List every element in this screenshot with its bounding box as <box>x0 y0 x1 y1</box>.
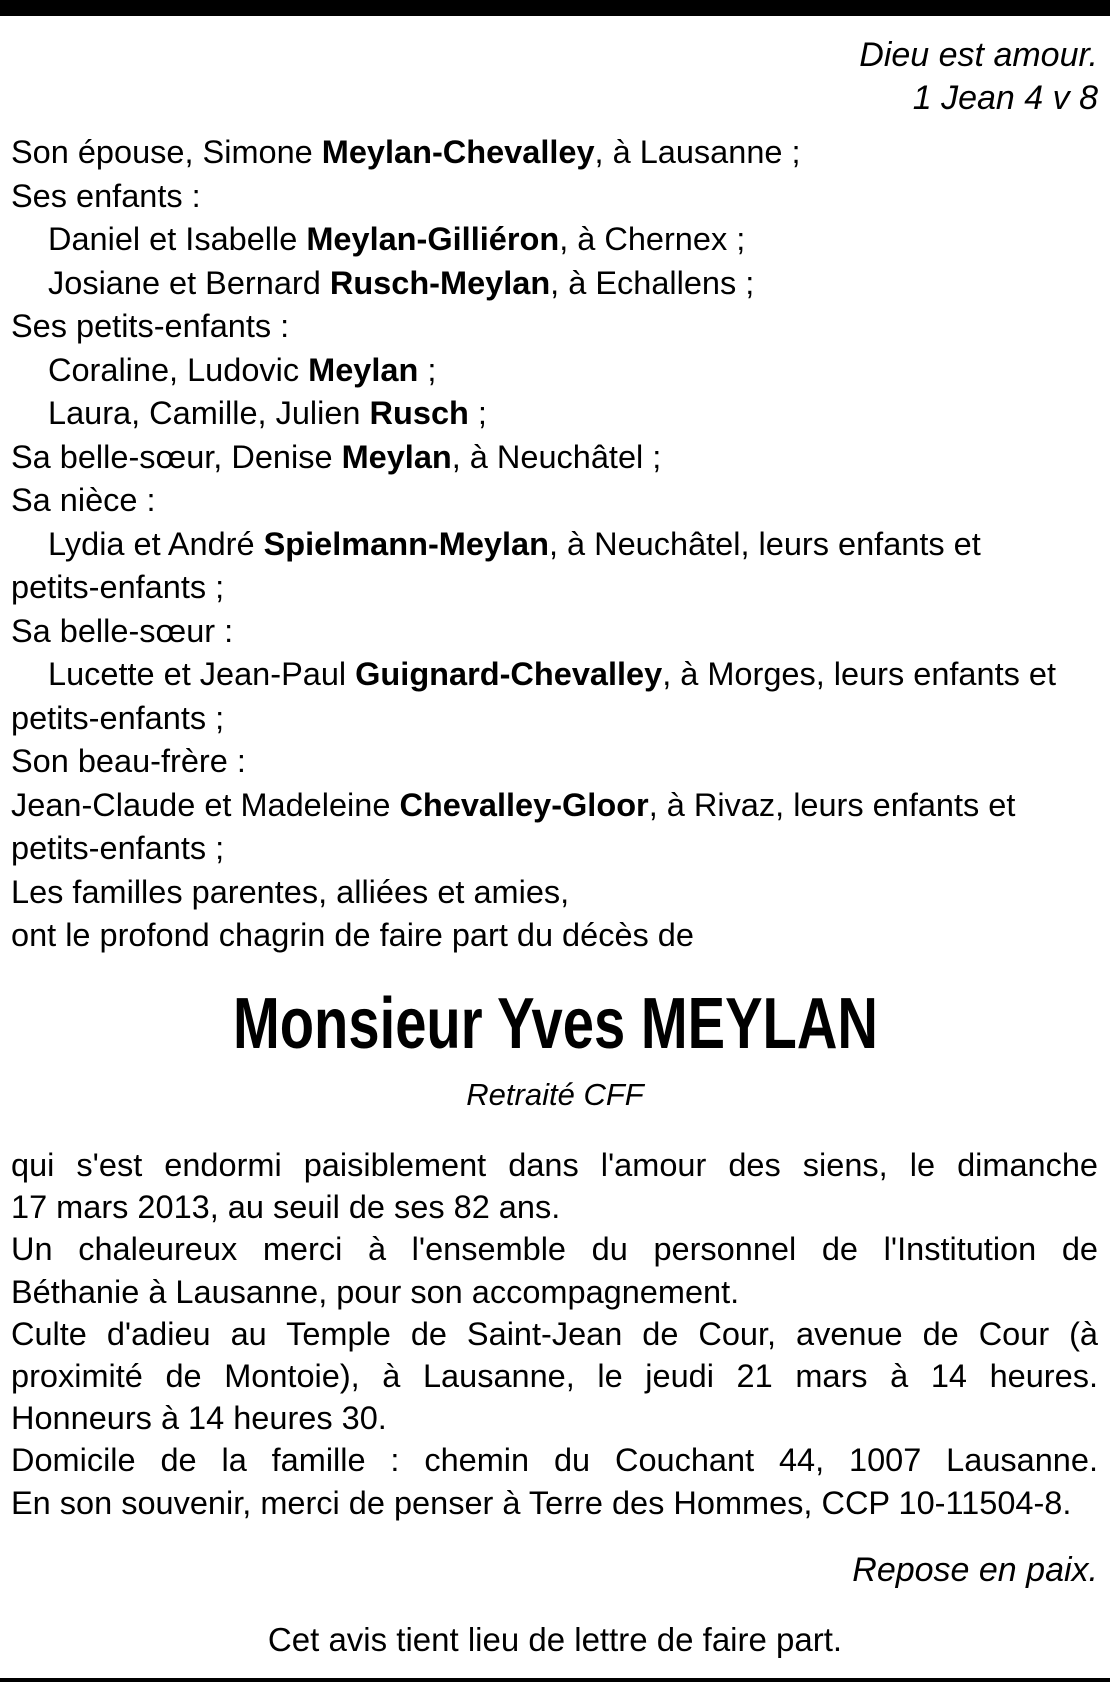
location-text: , à Neuchâtel ; <box>451 438 662 475</box>
child-line <box>11 262 1101 306</box>
message-line: Culte d'adieu au Temple de Saint-Jean de Cour, avenue de Cour (à <box>11 1315 1098 1352</box>
sister-in-law-line <box>11 436 1101 480</box>
extended-families-line: Les familles parentes, alliées et amies, <box>11 873 570 910</box>
message-line: 17 mars 2013, au seuil de ses 82 ans. <box>11 1189 561 1226</box>
family-surname: Meylan-Chevalley <box>321 134 595 170</box>
family-surname: Rusch <box>369 395 469 431</box>
notice-footnote: Cet avis tient lieu de lettre de faire part. <box>267 1621 843 1658</box>
relation-text: Son épouse, Simone <box>11 134 322 170</box>
niece-line-continued: petits-enfants ; <box>11 569 225 605</box>
family-surname: Meylan <box>308 351 419 388</box>
family-list <box>11 131 1101 958</box>
relation-text: Coraline, Ludovic <box>48 351 309 388</box>
family-surname: Chevalley-Gloor <box>399 786 649 823</box>
epigraph-quote: Dieu est amour. <box>859 36 1098 74</box>
relation-text: Josiane et Bernard <box>48 264 330 301</box>
message-line: Un chaleureux merci à l'ensemble du personnel de l'Institution de <box>11 1231 1098 1268</box>
message-line: En son souvenir, merci de penser à Terre des Hommes, CCP 10-11504-8. <box>11 1484 1072 1521</box>
brother-in-law-line-continued: petits-enfants ; <box>11 830 225 866</box>
location-text: , à Neuchâtel, leurs enfants et <box>548 525 981 562</box>
message-line: qui s'est endormi paisiblement dans l'amour des siens, le dimanche <box>11 1147 1098 1183</box>
epigraph-reference: 1 Jean 4 v 8 <box>912 79 1098 117</box>
relation-text: Lydia et André <box>48 525 264 562</box>
family-surname: Guignard-Chevalley <box>355 656 663 692</box>
epigraph <box>859 34 1098 120</box>
children-heading: Ses enfants : <box>11 177 201 214</box>
grandchild-line <box>11 349 1101 393</box>
family-surname: Meylan <box>341 438 452 475</box>
spouse-line <box>11 131 1101 175</box>
relation-text: Daniel et Isabelle <box>48 221 307 257</box>
top-border-rule <box>0 0 1110 16</box>
deceased-name <box>0 984 1110 1064</box>
closing-phrase: Repose en paix. <box>852 1551 1098 1589</box>
location-text: , à Morges, leurs enfants et <box>662 656 1056 692</box>
message-line: Honneurs à 14 heures 30. <box>11 1400 387 1437</box>
brother-in-law-heading: Son beau-frère : <box>11 743 246 779</box>
sister-in-law-family-line-continued: petits-enfants ; <box>11 699 225 736</box>
family-surname: Spielmann-Meylan <box>263 525 549 562</box>
deceased-name-text: Monsieur Yves MEYLAN <box>232 984 878 1064</box>
family-surname: Meylan-Gilliéron <box>306 221 560 257</box>
relation-text: Laura, Camille, Julien <box>48 395 370 431</box>
location-text: , à Echallens ; <box>550 264 755 301</box>
child-line <box>11 218 1101 262</box>
location-text: , à Chernex ; <box>559 221 746 257</box>
sister-in-law-heading: Sa belle-sœur : <box>11 612 234 649</box>
grandchild-line <box>11 392 1101 436</box>
location-text: , à Rivaz, leurs enfants et <box>648 786 1016 823</box>
notice-message <box>11 1144 1098 1524</box>
location-text: ; <box>418 351 437 388</box>
announcement-line: ont le profond chagrin de faire part du décès de <box>11 917 694 953</box>
deceased-occupation: Retraité CFF <box>466 1077 644 1112</box>
bottom-border-rule <box>0 1678 1110 1682</box>
sister-in-law-family-line <box>11 653 1101 697</box>
relation-text: Lucette et Jean-Paul <box>48 656 356 692</box>
family-surname: Rusch-Meylan <box>329 264 551 301</box>
message-line: Domicile de la famille : chemin du Couchant 44, 1007 Lausanne. <box>11 1442 1098 1479</box>
niece-heading: Sa nièce : <box>11 482 156 518</box>
relation-text: Jean-Claude et Madeleine <box>11 786 400 823</box>
message-line: Béthanie à Lausanne, pour son accompagnement. <box>11 1273 740 1310</box>
message-line: proximité de Montoie), à Lausanne, le jeudi 21 mars à 14 heures. <box>11 1357 1098 1394</box>
brother-in-law-line <box>11 784 1101 828</box>
grandchildren-heading: Ses petits-enfants : <box>11 308 290 344</box>
location-text: , à Lausanne ; <box>594 134 801 170</box>
niece-line <box>11 523 1101 567</box>
relation-text: Sa belle-sœur, Denise <box>11 438 342 475</box>
location-text: ; <box>468 395 487 431</box>
